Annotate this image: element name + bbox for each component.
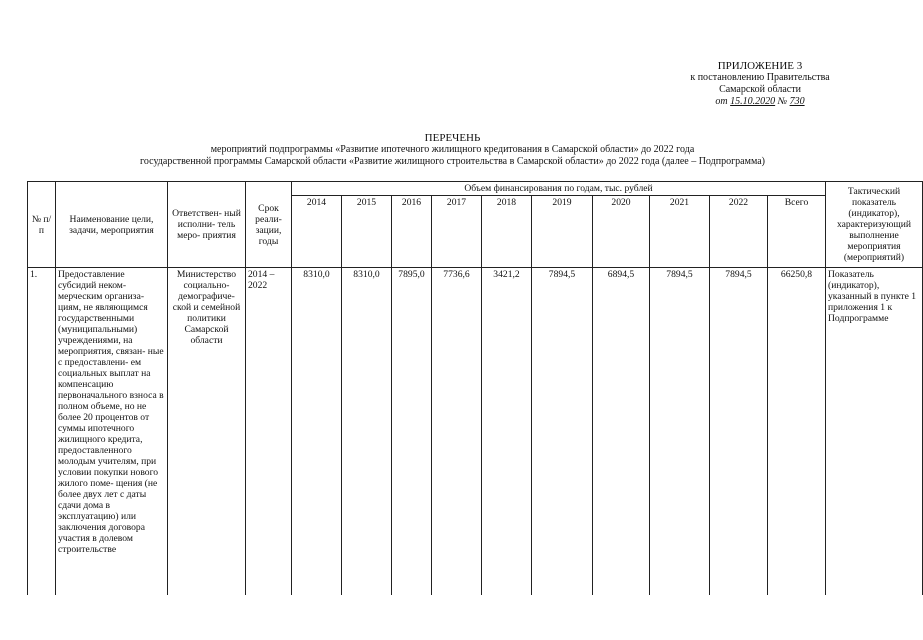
year-header: 2021 (650, 196, 710, 268)
funding-value: 7894,5 (532, 268, 593, 596)
year-header: 2016 (392, 196, 432, 268)
appendix-title: ПРИЛОЖЕНИЕ 3 (717, 60, 803, 72)
header-num: № п/п (28, 182, 56, 268)
year-header: 2019 (532, 196, 593, 268)
year-header: 2022 (710, 196, 768, 268)
appendix-date-line (660, 96, 860, 108)
appendix-line-2: Самарской области (719, 84, 801, 95)
measure-name: Предоставление субсидий неком- мерческим организа- циям, не являющимся государственными (муниципальными) учреждениями, на мероприятия, связан- ные с предоставлени- ем социальных выплат на компенсацию первоначального взноса в полном объеме, но не более 20 процентов от суммы ипотечного жилищного кредита, предоставленного молодым учителям, при условии покупки нового жилого поме- щения (не более двух лет с даты сдачи дома в эксплуатацию) или заключения договора участия в долевом строительстве (56, 268, 168, 596)
funding-value: 6894,5 (593, 268, 650, 596)
decree-date: 15.10.2020 (730, 96, 776, 107)
responsible-executor: Министерство социально- демографиче- ской и семейной политики Самарской области (168, 268, 246, 596)
funding-value: 7895,0 (392, 268, 432, 596)
heading-title: ПЕРЕЧЕНЬ (424, 132, 481, 144)
implementation-term: 2014 – 2022 (246, 268, 292, 596)
year-header: 2018 (482, 196, 532, 268)
funding-total: 66250,8 (768, 268, 826, 596)
from-label: от (715, 96, 728, 107)
number-label: № (777, 96, 788, 107)
tactical-indicator: Показатель (индикатор), указанный в пункте 1 приложения 1 к Подпрограмме (826, 268, 923, 596)
decree-number: 730 (789, 96, 805, 107)
appendix-block (660, 60, 860, 108)
header-name: Наименование цели, задачи, мероприятия (56, 182, 168, 268)
header-funding: Объем финансирования по годам, тыс. рублей (292, 182, 826, 196)
year-header: 2015 (342, 196, 392, 268)
year-header: 2017 (432, 196, 482, 268)
document-heading (0, 132, 905, 168)
table-row (28, 268, 923, 596)
funding-value: 7894,5 (710, 268, 768, 596)
header-responsible: Ответствен- ный исполни- тель меро- приятия (168, 182, 246, 268)
funding-value: 7736,6 (432, 268, 482, 596)
total-header: Всего (768, 196, 826, 268)
header-term: Срок реали- зации, годы (246, 182, 292, 268)
heading-line-1: мероприятий подпрограммы «Развитие ипотечного жилищного кредитования в Самарской области» до 2022 года (210, 144, 695, 155)
year-header: 2020 (593, 196, 650, 268)
measures-table (27, 181, 923, 595)
heading-line-2: государственной программы Самарской области «Развитие жилищного строительства в Самарской области» до 2022 года (далее – Подпрограмма) (140, 156, 765, 167)
row-number: 1. (28, 268, 56, 596)
header-indicator: Тактический показатель (индикатор), характеризующий выполнение мероприятия (мероприятий) (826, 182, 923, 268)
year-header: 2014 (292, 196, 342, 268)
appendix-line-1: к постановлению Правительства (690, 72, 830, 83)
funding-value: 8310,0 (342, 268, 392, 596)
funding-value: 8310,0 (292, 268, 342, 596)
funding-value: 3421,2 (482, 268, 532, 596)
funding-value: 7894,5 (650, 268, 710, 596)
